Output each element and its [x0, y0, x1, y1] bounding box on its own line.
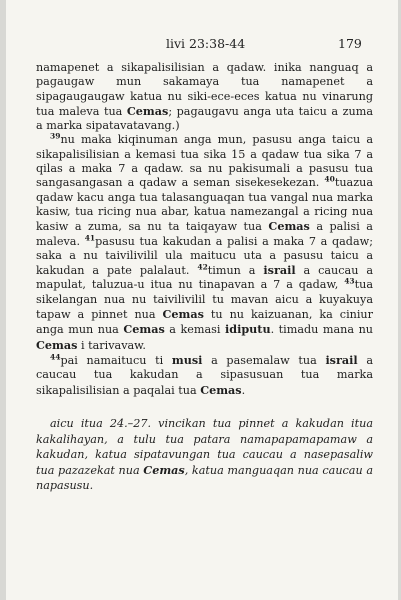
bold-term: Cemas [200, 382, 242, 397]
footnote-fragment: , katua manguaqan nua caucau a napasusu. [36, 463, 373, 492]
bold-term: Cemas [143, 462, 185, 477]
page-number: 179 [338, 36, 362, 51]
book-page [6, 0, 398, 600]
verse-number: 41 [84, 232, 96, 242]
verse-text: nu maka kiqinuman anga mun, pasusu anga taicu a sikapalisilisian a kemasi tua sika 15 a qadaw tua sika 7 a qilas a maka 7 a qadaw. sa nu pakisumali a pasusu tua sangasangasan a qadaw a seman sisekesekezan. [36, 133, 373, 190]
bold-term: Cemas [126, 103, 169, 118]
verse-paragraph [36, 133, 373, 352]
verse-text: tua sikelangan nua nu taivilivilil tu mavan aicu a kuyakuya tapaw a pinnet nua [36, 278, 373, 322]
bold-term: Cemas [123, 322, 165, 337]
verse-text: namapenet a sikapalisilisian a qadaw. inika nanguaq a pagaugaw mun sakamaya tua namapenet a sipagaugaugaw katua nu siki-ece-eces katua nu vinarung tua maleva tua [36, 61, 373, 118]
verse-text: timun a [207, 264, 264, 278]
bold-term: Cemas [268, 219, 310, 234]
bold-term: idiputu [225, 322, 271, 337]
verse-text: pai namaitucu ti [60, 353, 172, 367]
verse-number: 44 [50, 352, 61, 362]
verse-text: tuazua qadaw kacu anga tua talasanguaqan tua vangal nua marka kasiw, tua ricing nua abar, katua namezangal a ricing nua kasiw a zuma, sa nu ta taiqayaw tua [36, 176, 373, 234]
verse-text: . [241, 383, 246, 397]
running-header [6, 36, 398, 52]
bold-term: Cemas [162, 307, 204, 322]
footnote [36, 416, 373, 494]
verse-number: 40 [324, 174, 335, 184]
verse-number: 39 [50, 131, 61, 141]
verse-text: ; pagaugavu anga uta taicu a zuma a marka sipatavatavang.) [36, 104, 373, 133]
footnote-fragment: aicu itua 24.–27. vincikan tua pinnet a kakudan itua kakalihayan, a tulu tua patara namapapamapamaw a kakudan, katua sipatavungan tua caucau a nasepasaliw tua pazazekat nua [36, 417, 373, 477]
verse-number: 42 [197, 262, 208, 272]
bold-term: israil [263, 263, 296, 278]
verse-text: pasusu tua kakudan a palisi a maka 7 a qadaw; saka a nu taivilivilil ula maitucu uta a pasusu taicu a kakudan a pate palalaut. [36, 234, 373, 278]
chapter-verse-reference: livi 23:38-44 [166, 36, 246, 51]
verse-text: i tarivavaw. [77, 338, 146, 352]
verse-text: a palisi a maleva. [36, 220, 373, 248]
verse-text: tu nu kaizuanan, ka ciniur anga mun nua [36, 308, 373, 337]
verse-text: . timadu mana nu [270, 323, 373, 337]
paragraph-continuation [36, 61, 373, 133]
verse-paragraph [36, 353, 373, 398]
footnote-text [36, 416, 373, 494]
bold-term: israil [325, 352, 358, 367]
bold-term: Cemas [36, 337, 78, 352]
verse-text: a caucau a mapulat, taluzua-u itua nu tinapavan a 7 a qadaw, [36, 264, 373, 292]
verse-text: a caucau tua kakudan a sipasusuan tua marka sikapalisilisian a paqalai tua [36, 353, 373, 397]
verse-text: a pasemalaw tua [202, 353, 326, 367]
verse-number: 43 [344, 276, 355, 286]
verse-text: a kemasi [164, 323, 225, 337]
bold-term: musi [171, 352, 203, 367]
scripture-text [36, 61, 373, 398]
